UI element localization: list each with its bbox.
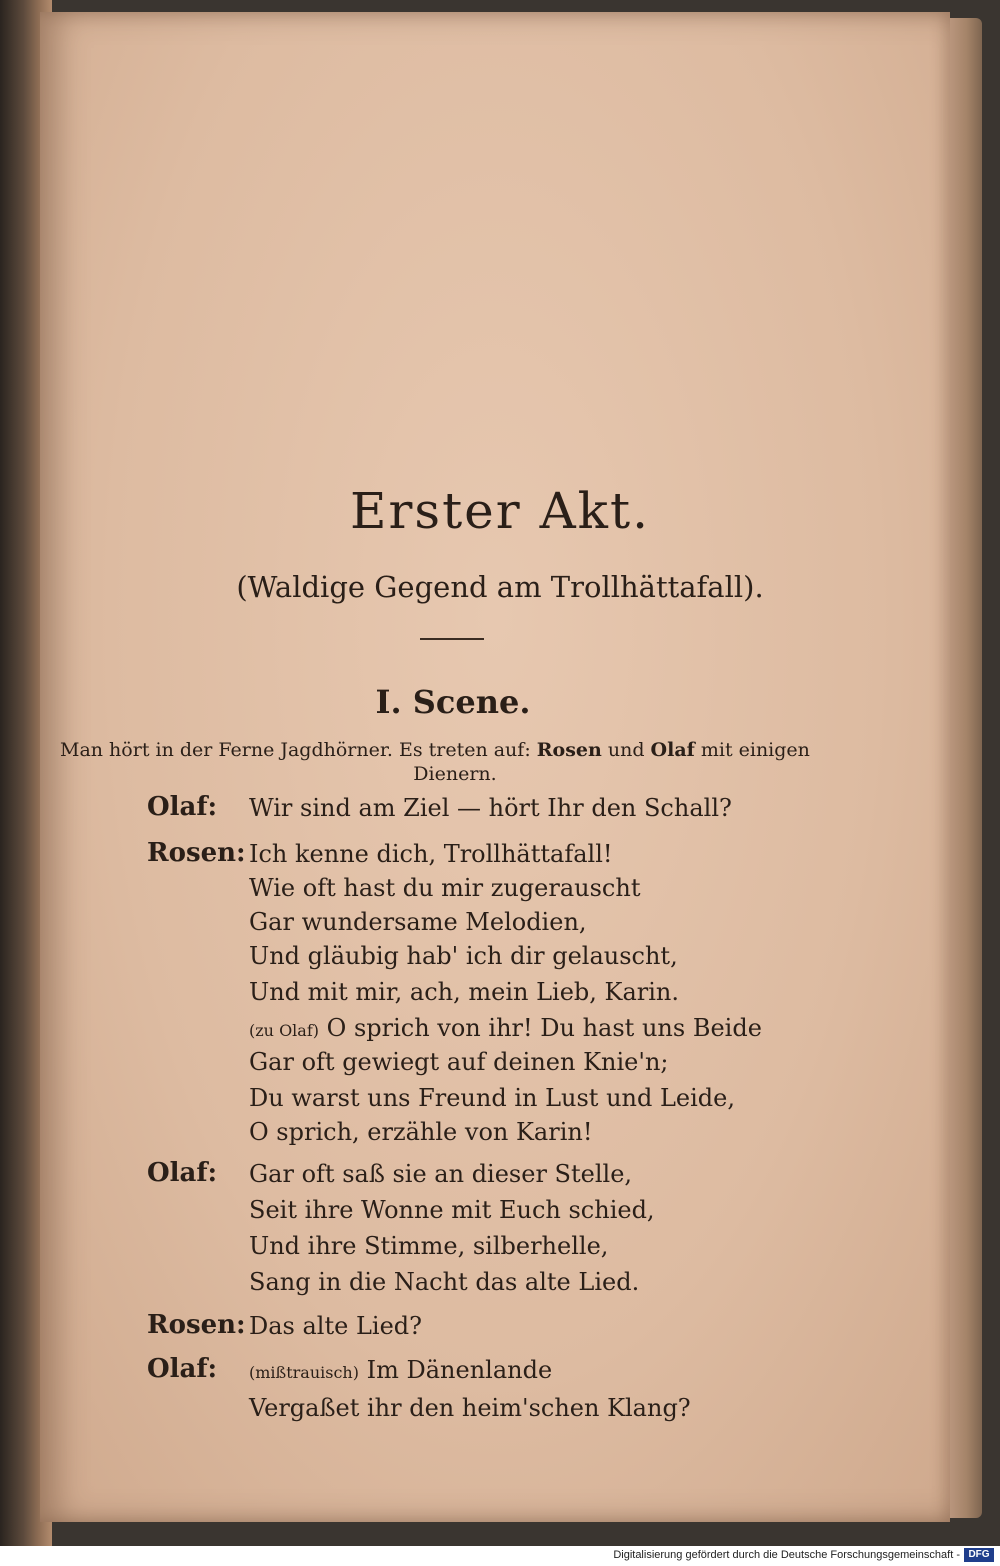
scene-heading: I. Scene. [375, 683, 531, 721]
verse-line: Ich kenne dich, Trollhättafall! [249, 840, 613, 868]
verse-line: Gar wundersame Melodien, [249, 908, 587, 936]
verse-line: Sang in die Nacht das alte Lied. [249, 1268, 640, 1296]
verse-line: Wir sind am Ziel — hört Ihr den Schall? [249, 794, 732, 822]
speaker-label: Rosen: [147, 838, 246, 868]
stage-direction-text: und [601, 739, 651, 761]
stage-direction-text: Dienern. [413, 763, 497, 785]
verse-line: Gar oft gewiegt auf deinen Knie'n; [249, 1048, 669, 1076]
verse-line: Seit ihre Wonne mit Euch schied, [249, 1196, 655, 1224]
verse-line: Das alte Lied? [249, 1312, 423, 1340]
verse-text: Im Dänenlande [366, 1356, 553, 1384]
verse-line: Wie oft hast du mir zugerauscht [249, 874, 641, 902]
verse-line: Gar oft saß sie an dieser Stelle, [249, 1160, 633, 1188]
character-name-olaf: Olaf [650, 739, 695, 761]
stage-direction-text: Man hört in der Ferne Jagdhörner. Es treten auf: [60, 739, 537, 761]
speaker-label: Olaf: [147, 1354, 218, 1384]
dfg-logo: DFG [964, 1548, 994, 1562]
verse-text: O sprich von ihr! Du hast uns Beide [326, 1014, 762, 1042]
stage-direction [60, 738, 850, 786]
speaker-label: Olaf: [147, 792, 218, 822]
stage-aside: (zu Olaf) [249, 1021, 319, 1040]
verse-line: O sprich, erzähle von Karin! [249, 1118, 593, 1146]
speaker-label: Rosen: [147, 1310, 246, 1340]
act-title: Erster Akt. [350, 482, 650, 540]
divider-rule [420, 638, 484, 640]
verse-line [249, 1356, 552, 1384]
verse-line [249, 1014, 762, 1042]
character-name-rosen: Rosen [536, 739, 602, 761]
stage-direction-text: mit einigen [694, 739, 810, 761]
stage-aside: (mißtrauisch) [249, 1363, 359, 1382]
setting-subtitle: (Waldige Gegend am Trollhättafall). [236, 570, 764, 604]
speaker-label: Olaf: [147, 1158, 218, 1188]
verse-line: Und ihre Stimme, silberhelle, [249, 1232, 609, 1260]
verse-line: Vergaßet ihr den heim'schen Klang? [249, 1394, 691, 1422]
verse-line: Und mit mir, ach, mein Lieb, Karin. [249, 978, 680, 1006]
footer-credit: Digitalisierung gefördert durch die Deutsche Forschungsgemeinschaft - [613, 1549, 960, 1561]
verse-line: Und gläubig hab' ich dir gelauscht, [249, 942, 678, 970]
verse-line: Du warst uns Freund in Lust und Leide, [249, 1084, 735, 1112]
